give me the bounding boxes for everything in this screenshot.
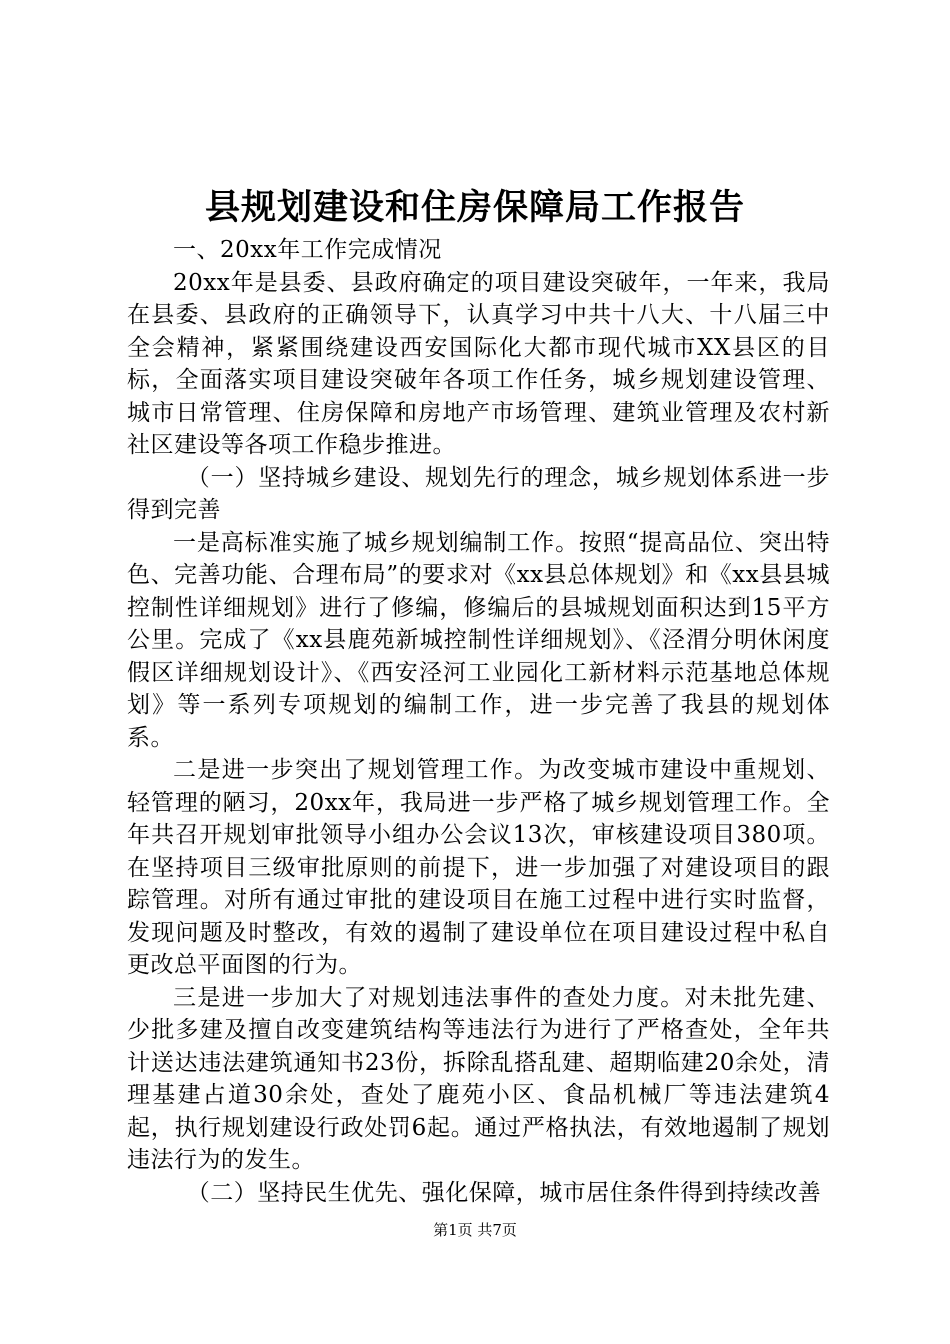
paragraph-violation-enforcement: 三是进一步加大了对规划违法事件的查处力度。对未批先建、少批多建及擅自改变建筑结构等违法行为进行了严格查处，全年共计送达违法建筑通知书23份，拆除乱搭乱建、超期临建20余处，清理基建占道30余处，查处了鹿苑小区、食品机械厂等违法建筑4起，执行规划建设行政处罚6起。通过严格执法，有效地遏制了规划违法行为的发生。	[127, 984, 830, 1173]
document-body	[127, 234, 830, 1209]
paragraph-planning-compilation: 一是高标准实施了城乡规划编制工作。按照“提高品位、突出特色、完善功能、合理布局”的要求对《xx县总体规划》和《xx县县城控制性详细规划》进行了修编，修编后的县城规划面积达到15平方公里。完成了《xx县鹿苑新城控制性详细规划》、《泾渭分明休闲度假区详细规划设计》、《西安泾河工业园化工新材料示范基地总体规划》等一系列专项规划的编制工作，进一步完善了我县的规划体系。	[127, 529, 830, 751]
subsection-heading-1: （一）坚持城乡建设、规划先行的理念，城乡规划体系进一步得到完善	[127, 464, 830, 523]
section-heading-1: 一、20xx年工作完成情况	[173, 237, 442, 263]
subsection-heading-2: （二）坚持民生优先、强化保障，城市居住条件得到持续改善	[186, 1179, 822, 1206]
document-title: 县规划建设和住房保障局工作报告	[204, 187, 745, 228]
paragraph-intro: 20xx年是县委、县政府确定的项目建设突破年，一年来，我局在县委、县政府的正确领导下，认真学习中共十八大、十八届三中全会精神，紧紧围绕建设西安国际化大都市现代城市XX县区的目标，全面落实项目建设突破年各项工作任务，城乡规划建设管理、城市日常管理、住房保障和房地产市场管理、建筑业管理及农村新社区建设等各项工作稳步推进。	[127, 269, 830, 458]
paragraph-planning-management: 二是进一步突出了规划管理工作。为改变城市建设中重规划、轻管理的陋习，20xx年，我局进一步严格了城乡规划管理工作。全年共召开规划审批领导小组办公会议13次，审核建设项目380项。在坚持项目三级审批原则的前提下，进一步加强了对建设项目的跟踪管理。对所有通过审批的建设项目在施工过程中进行实时监督，发现问题及时整改，有效的遏制了建设单位在项目建设过程中私自更改总平面图的行为。	[127, 757, 830, 978]
page-footer: 第1页 共7页	[433, 1221, 517, 1239]
